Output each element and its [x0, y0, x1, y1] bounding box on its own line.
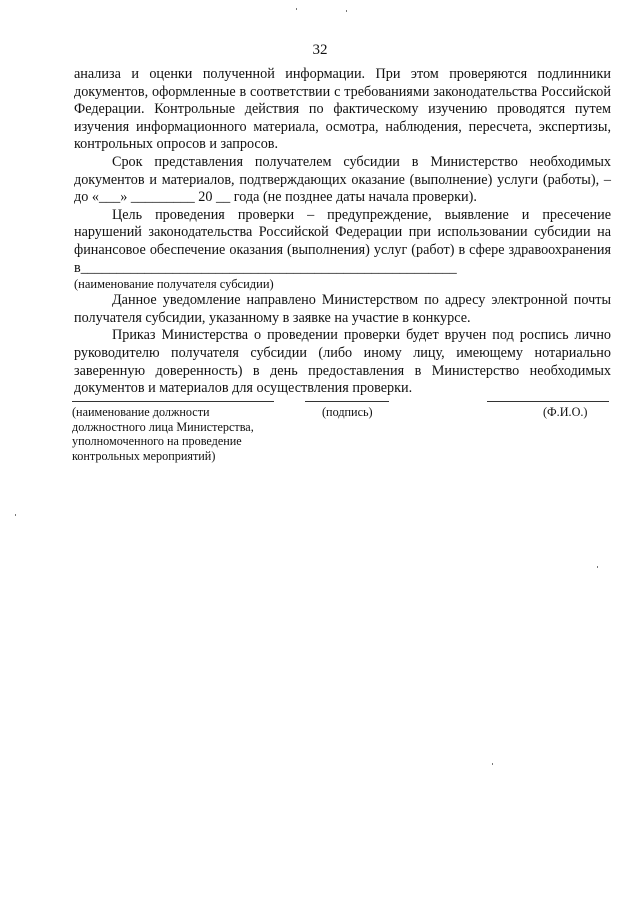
scan-speck — [346, 10, 347, 12]
paragraph-purpose: Цель проведения проверки – предупреждение, выявление и пресечение нарушений законодательства Российской Федерации при использовании субсидии на финансовое обеспечение оказания (выполнения) услуг (работ) в сфере здравоохранения в_____________________________________________________ — [74, 206, 611, 276]
paragraph-notification: Данное уведомление направлено Министерством по адресу электронной почты получателя субсидии, указанному в заявке на участие в конкурсе. — [74, 292, 611, 326]
paragraph-order: Приказ Министерства о проведении проверки будет вручен под роспись лично руководителю получателя субсидии (либо иному лицу, имеющему нотариально заверенную доверенность) в день предоставления в Министерство необходимых документов и материалов для осуществления проверки. — [74, 327, 611, 397]
signature-line-sign — [305, 401, 389, 402]
scan-speck — [15, 514, 16, 516]
sign-caption: (подпись) — [322, 405, 373, 419]
scan-speck — [492, 763, 493, 765]
position-caption: (наименование должности должностного лица Министерства, уполномоченного на проведение контрольных мероприятий) — [72, 405, 254, 463]
signature-line-name — [487, 401, 609, 402]
recipient-caption: (наименование получателя субсидии) — [74, 277, 274, 292]
document-body — [74, 66, 611, 398]
paragraph-analysis: анализа и оценки полученной информации. При этом проверяются подлинники документов, оформленные в соответствии с требованиями законодательства Российской Федерации. Контрольные действия по фактическому изучению проводятся путем изучения информационного материала, осмотра, наблюдения, пересчета, экспертизы, контрольных опросов и запросов. — [74, 66, 611, 153]
paragraph-deadline: Срок представления получателем субсидии в Министерство необходимых документов и материалов, подтверждающих оказание (выполнение) услуги (работы), – до «___» _________ 20 __ года (не позднее даты начала проверки). — [74, 153, 611, 206]
scan-speck — [597, 566, 598, 568]
signature-line-position — [72, 401, 274, 402]
page-number: 32 — [312, 42, 328, 58]
name-caption: (Ф.И.О.) — [543, 405, 588, 419]
scan-speck — [296, 8, 297, 10]
